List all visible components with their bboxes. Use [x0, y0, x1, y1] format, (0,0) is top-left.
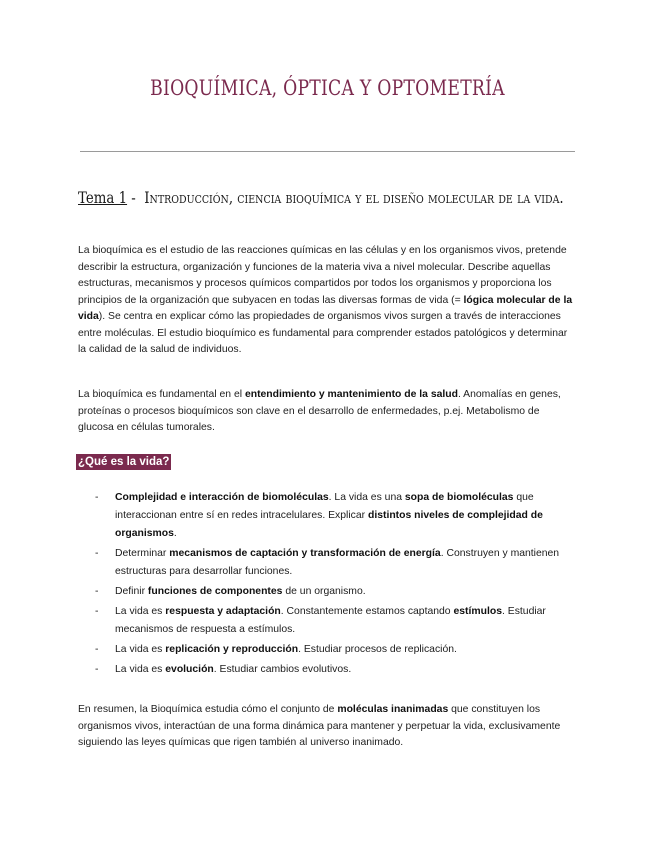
list-item — [95, 661, 585, 679]
conclusion-text-1: En resumen, la Bioquímica estudia cómo el conjunto de — [78, 704, 338, 715]
bullet-bold: evolución — [165, 664, 214, 675]
section-label: ¿Qué es la vida? — [78, 456, 170, 468]
life-list — [95, 489, 585, 681]
bullet-text: . Constantemente estamos captando — [280, 606, 454, 617]
intro-paragraph — [78, 243, 578, 359]
bullet-bold: mecanismos de captación y transformación de energía — [169, 548, 441, 559]
health-text-1: La bioquímica es fundamental en el — [78, 389, 245, 400]
bullet-text: . Estudiar cambios evolutivos. — [213, 664, 352, 675]
bullet-text: La vida es — [115, 644, 166, 655]
bullet-text: . La vida es una — [328, 492, 405, 503]
bullet-bold: estímulos — [453, 606, 502, 617]
bullet-bold: sopa de biomoléculas — [404, 492, 514, 503]
heading-separator: - — [127, 189, 145, 207]
list-item — [95, 545, 585, 581]
list-item — [95, 603, 585, 639]
section-heading — [78, 189, 564, 207]
list-item — [95, 641, 585, 659]
bullet-bold: Complejidad e interacción de biomoléculas — [115, 492, 329, 503]
bullet-text: que interaccionan entre sí en redes intracelulares. Explicar — [115, 492, 534, 521]
bullet-text: . Estudiar mecanismos de respuesta a estímulos. — [115, 606, 546, 635]
bullet-marker: - — [95, 548, 99, 559]
bullet-text: . Construyen y mantienen estructuras para desarrollar funciones. — [115, 548, 560, 577]
bullet-marker: - — [95, 586, 99, 597]
health-bold-1: entendimiento y mantenimiento de la salud — [244, 389, 458, 400]
bullet-text: La vida es — [115, 606, 166, 617]
bullet-bold: funciones de componentes — [147, 586, 283, 597]
heading-text: Introducción, ciencia bioquímica y el diseño molecular de la vida. — [144, 189, 564, 207]
intro-bold-1: lógica molecular de la vida — [78, 294, 573, 322]
list-item — [95, 489, 585, 543]
health-paragraph — [78, 387, 578, 437]
title-divider — [80, 151, 575, 152]
bullet-bold: respuesta y adaptación — [165, 606, 281, 617]
bullet-marker: - — [95, 664, 99, 675]
document-title: BIOQUÍMICA, ÓPTICA Y OPTOMETRÍA — [150, 76, 505, 100]
bullet-text: La vida es — [115, 664, 166, 675]
bullet-text: de un organismo. — [282, 586, 366, 597]
bullet-marker: - — [95, 606, 99, 617]
conclusion-text-2: que constituyen los organismos vivos, interactúan de una forma dinámica para mantener y perpetuar la vida, exclusivamente siguiendo las leyes químicas que rigen también al universo inanimado. — [78, 704, 561, 748]
conclusion-paragraph — [78, 702, 578, 752]
bullet-marker: - — [95, 644, 99, 655]
bullet-bold: replicación y reproducción — [165, 644, 299, 655]
bullet-marker: - — [95, 492, 99, 503]
intro-text-2: ). Se centra en explicar cómo las propiedades de organismos vivos surgen a través de interacciones entre moléculas. El estudio bioquímico es fundamental para comprender estados patológicos y determinar la calidad de la salud de individuos. — [78, 311, 568, 355]
bullet-text: . — [173, 528, 177, 539]
bullet-bold: distintos niveles de complejidad de organismos — [115, 510, 543, 539]
bullet-text: Definir — [115, 586, 148, 597]
bullet-text: . Estudiar procesos de replicación. — [298, 644, 457, 655]
bullet-text: Determinar — [115, 548, 170, 559]
health-text-2: . Anomalías en genes, proteínas o procesos bioquímicos son clave en el desarrollo de enfermedades, p.ej. Metabolismo de glucosa en células tumorales. — [78, 389, 561, 433]
intro-text-1: La bioquímica es el estudio de las reacciones químicas en las células y en los organismos vivos, pretende describir la estructura, organización y funciones de la materia viva a nivel molecular. Describe aquellas estructuras, mecanismos y procesos químicos compartidos por todos los organismos y proporciona los principios de la organización que subyacen en todas las diversas formas de vida (= — [78, 245, 567, 306]
heading-number: Tema 1 — [78, 189, 128, 207]
conclusion-bold-1: moléculas inanimadas — [337, 704, 449, 715]
list-item — [95, 583, 585, 601]
